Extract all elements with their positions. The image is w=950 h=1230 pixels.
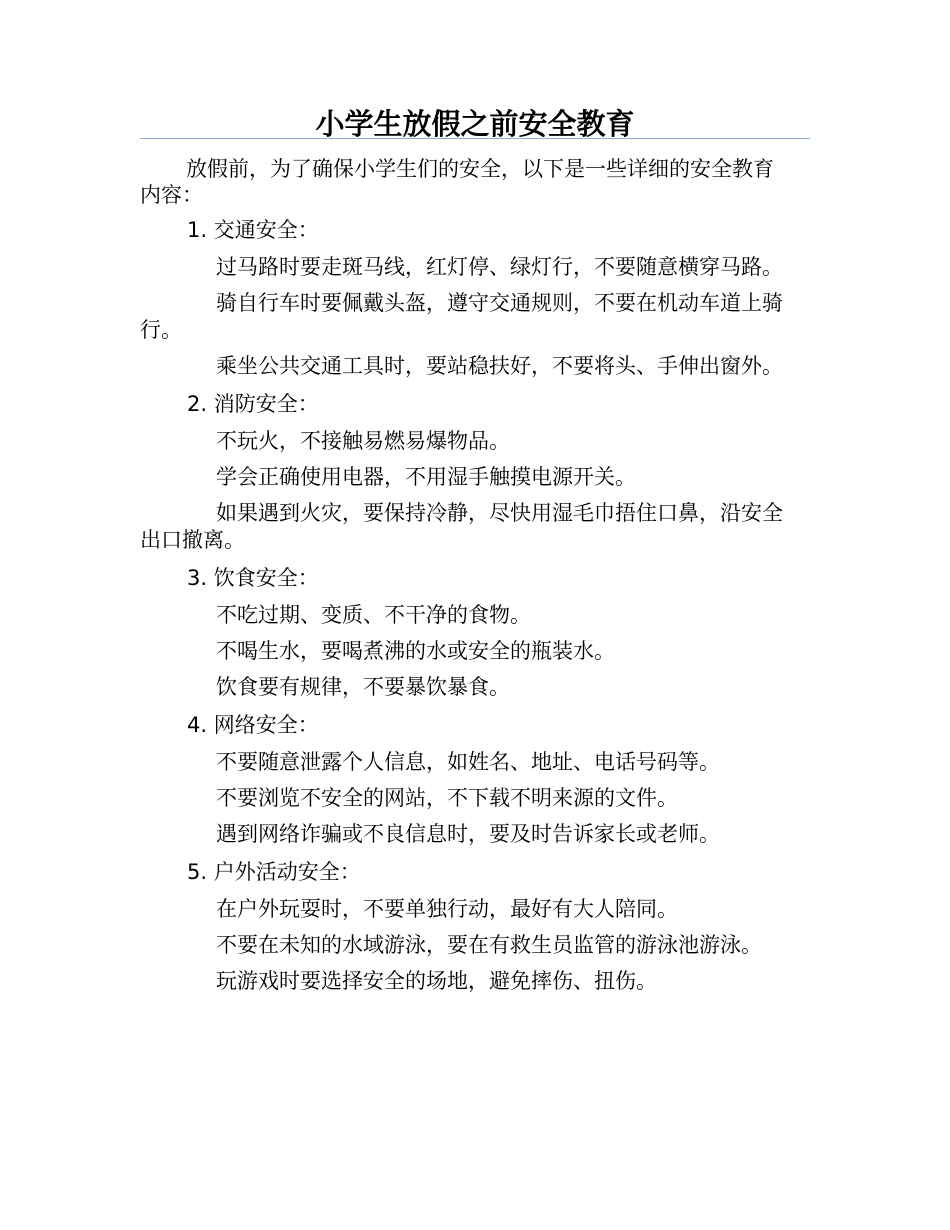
intro-paragraph: 放假前，为了确保小学生们的安全，以下是一些详细的安全教育内容： bbox=[140, 157, 774, 207]
list-item: 过马路时要走斑马线，红灯停、绿灯行，不要随意横穿马路。 bbox=[216, 255, 783, 279]
section-heading: 5. 户外活动安全： bbox=[187, 860, 361, 884]
section-fire-safety bbox=[140, 389, 790, 554]
list-item: 不吃过期、变质、不干净的食物。 bbox=[216, 603, 531, 627]
list-item: 不玩火，不接触易燃易爆物品。 bbox=[216, 429, 510, 453]
title-underline bbox=[140, 138, 810, 139]
section-heading: 2. 消防安全： bbox=[187, 392, 319, 416]
section-outdoor-safety bbox=[140, 857, 790, 995]
list-item: 学会正确使用电器，不用湿手触摸电源开关。 bbox=[216, 465, 636, 489]
section-heading: 4. 网络安全： bbox=[187, 713, 319, 737]
list-item: 如果遇到火灾，要保持冷静，尽快用湿毛巾捂住口鼻，沿安全出口撤离。 bbox=[140, 501, 783, 552]
section-traffic-safety bbox=[140, 215, 790, 380]
list-item: 遇到网络诈骗或不良信息时，要及时告诉家长或老师。 bbox=[216, 822, 720, 846]
list-item: 乘坐公共交通工具时，要站稳扶好，不要将头、手伸出窗外。 bbox=[216, 354, 783, 378]
list-item: 饮食要有规律，不要暴饮暴食。 bbox=[216, 675, 510, 699]
list-item: 玩游戏时要选择安全的场地，避免摔伤、扭伤。 bbox=[216, 969, 657, 993]
list-item: 不要浏览不安全的网站，不下载不明来源的文件。 bbox=[216, 786, 678, 810]
section-heading: 1. 交通安全： bbox=[187, 218, 319, 242]
document-body bbox=[140, 156, 790, 1004]
section-food-safety bbox=[140, 563, 790, 701]
list-item: 骑自行车时要佩戴头盔，遵守交通规则，不要在机动车道上骑行。 bbox=[140, 291, 783, 342]
document-title: 小学生放假之前安全教育 bbox=[315, 107, 635, 141]
list-item: 不要在未知的水域游泳，要在有救生员监管的游泳池游泳。 bbox=[216, 933, 762, 957]
section-heading: 3. 饮食安全： bbox=[187, 566, 319, 590]
section-internet-safety bbox=[140, 710, 790, 848]
list-item: 不要随意泄露个人信息，如姓名、地址、电话号码等。 bbox=[216, 750, 720, 774]
list-item: 不喝生水，要喝煮沸的水或安全的瓶装水。 bbox=[216, 639, 615, 663]
list-item: 在户外玩耍时，不要单独行动，最好有大人陪同。 bbox=[216, 897, 678, 921]
